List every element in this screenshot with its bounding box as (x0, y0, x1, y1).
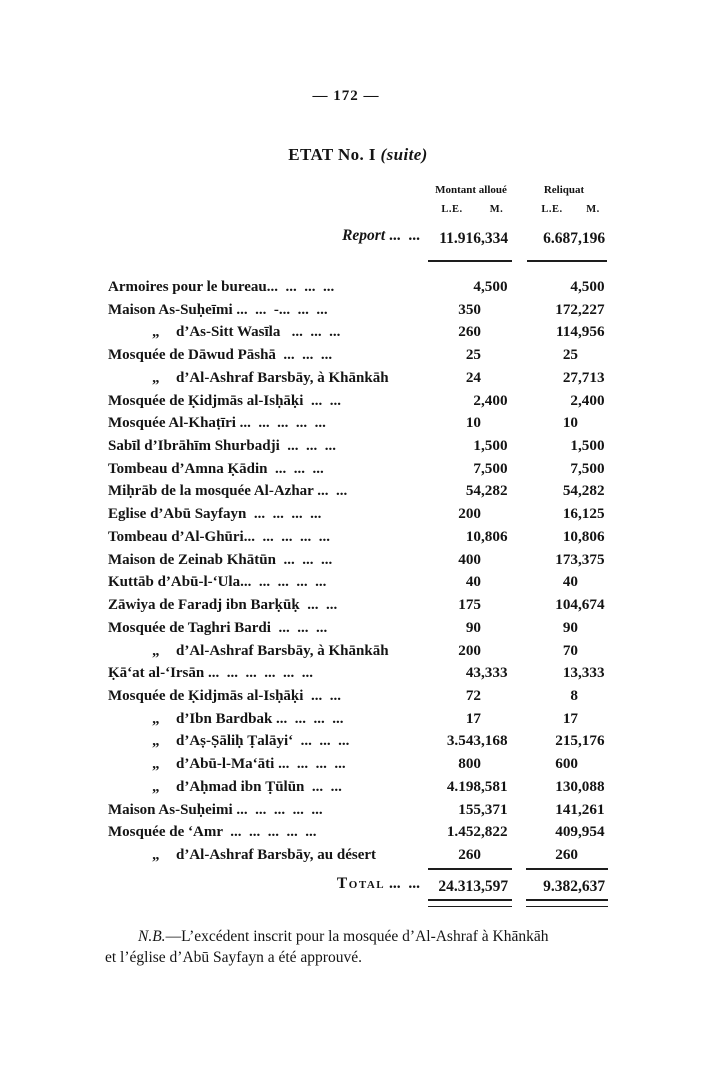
entry-name: d’Al-Ashraf Barsbāy, à Khānkāh (176, 642, 389, 659)
table-row (0, 480, 720, 503)
entry-name-cell (108, 390, 341, 413)
reliquat-value: 2 ,400 (570, 391, 605, 409)
footnote-line-2: et l’église d’Abū Sayfayn a été approuvé. (105, 949, 362, 966)
reliquat-value: 600 (555, 755, 578, 773)
entry-name-cell (108, 821, 316, 844)
entry-name: Mosquée de ‘Amr ... ... ... ... ... (108, 824, 317, 841)
total-montant-value: 24.313 ,597 (438, 878, 509, 895)
table-row (0, 367, 720, 390)
entry-name: Mosquée de Ḳidjmās al-Isḥāḳi ... ... (108, 687, 341, 704)
total-rule-montant (428, 868, 512, 870)
entry-name: d’Ibn Bardbak ... ... ... ... (176, 710, 344, 727)
reliquat-value: 13 ,333 (562, 664, 605, 682)
montant-value: 43 ,333 (465, 664, 508, 682)
montant-value: 40 (465, 573, 481, 591)
entry-name: d’As-Sitt Wasīla ... ... ... (176, 324, 341, 341)
entry-name-cell (108, 503, 321, 526)
footnote (105, 926, 635, 968)
total-rule-reliquat (526, 868, 608, 870)
reliquat-value: 4 ,500 (570, 278, 605, 295)
entry-name: Armoires pour le bureau... ... ... ... (108, 279, 335, 295)
montant-value: 72 (465, 686, 481, 704)
footnote-lead: N.B. (138, 928, 166, 945)
reliquat-value: 25 (562, 346, 578, 364)
table-row (0, 753, 720, 776)
reliquat-value: 7 ,500 (570, 459, 605, 477)
entry-name-cell (108, 276, 334, 299)
page-number: — 172 — (312, 88, 380, 104)
montant-value: 175 (458, 596, 481, 614)
entry-name: Mosquée de Ḳidjmās al-Isḥāḳi ... ... (108, 392, 341, 409)
montant-value: 1.452 ,822 (446, 823, 508, 841)
reliquat-value: 1 ,500 (570, 437, 605, 455)
entry-name: d’Aḥmad ibn Ṭūlūn ... ... (176, 778, 342, 795)
entry-name-cell (108, 685, 341, 708)
table-row (0, 503, 720, 526)
unit-le-reliquat: L.E. (541, 204, 563, 215)
entry-name: Ḳā‘at al-‘Irsān ... ... ... ... ... ... (108, 665, 313, 682)
entry-name-cell (108, 799, 323, 822)
reliquat-value: 215 ,176 (555, 732, 605, 750)
montant-value: 3.543 ,168 (446, 732, 508, 750)
table-row (0, 821, 720, 844)
montant-value: 90 (465, 618, 481, 636)
entry-name-cell (108, 344, 332, 367)
reliquat-value: 10 (562, 414, 578, 432)
entry-name-cell (108, 708, 344, 731)
entry-name: Mosquée de Dāwud Pāshā ... ... ... (108, 347, 333, 364)
entry-name-cell (108, 321, 340, 344)
reliquat-value: 70 (562, 641, 578, 659)
table-row (0, 571, 720, 594)
table-row (0, 344, 720, 367)
table-row (0, 412, 720, 435)
entry-name-cell (108, 776, 342, 799)
entry-name: d’Al-Ashraf Barsbāy, au désert (176, 846, 377, 863)
reliquat-column-header: Reliquat (543, 184, 585, 196)
montant-value: 54 ,282 (465, 482, 508, 500)
entry-name-cell (108, 730, 349, 753)
table-row (0, 799, 720, 822)
montant-value: 10 (465, 414, 481, 432)
table-row (0, 617, 720, 640)
reliquat-value: 409 ,954 (555, 823, 605, 841)
ditto-mark: „ (152, 324, 160, 341)
reliquat-value: 141 ,261 (555, 800, 605, 818)
entry-name: Maison As-Suḥeīmi ... ... -... ... ... (108, 301, 328, 318)
report-label (108, 227, 420, 245)
table-row (0, 685, 720, 708)
montant-value: 260 (458, 323, 481, 341)
reliquat-value: 8 (570, 686, 578, 704)
unit-le-montant: L.E. (441, 204, 463, 215)
entry-name: Kuttāb d’Abū-l-‘Ula... ... ... ... ... (108, 574, 327, 591)
table-row (0, 458, 720, 481)
entry-name: Eglise d’Abū Sayfayn ... ... ... ... (108, 506, 322, 523)
report-rule-reliquat (527, 260, 607, 262)
entry-name-cell (108, 367, 389, 390)
entry-name: Sabīl d’Ibrāhīm Shurbadji ... ... ... (108, 438, 336, 455)
unit-m-reliquat: M. (586, 204, 600, 215)
entry-name: Mosquée de Taghri Bardi ... ... ... (108, 619, 328, 636)
table-row (0, 730, 720, 753)
reliquat-value: 172 ,227 (555, 300, 605, 318)
table-row (0, 526, 720, 549)
entry-name: Maison de Zeinab Khātūn ... ... ... (108, 551, 333, 568)
ditto-mark: „ (152, 756, 160, 773)
entry-name-cell (108, 299, 328, 322)
entry-name-cell (108, 412, 326, 435)
report-leaders: ... ... (389, 227, 420, 244)
reliquat-value: 10 ,806 (562, 527, 605, 545)
entry-name-cell (108, 480, 347, 503)
report-montant-value: 11.916 ,334 (439, 230, 509, 247)
table-row (0, 321, 720, 344)
montant-value: 1 ,500 (473, 437, 508, 455)
total-label-text: Total (336, 875, 386, 892)
total-double-rule-reliquat (526, 899, 608, 907)
reliquat-value: 90 (562, 618, 578, 636)
table-row (0, 594, 720, 617)
entry-name-cell (108, 458, 324, 481)
table-row (0, 390, 720, 413)
montant-value: 800 (458, 755, 481, 773)
table-row (0, 776, 720, 799)
ditto-mark: „ (152, 733, 160, 750)
reliquat-value: 114 ,956 (556, 323, 605, 341)
entry-name: Zāwiya de Faradj ibn Barḳūḳ ... ... (108, 597, 338, 614)
etat-title (0, 145, 716, 165)
montant-column-header: Montant alloué (435, 184, 507, 196)
montant-value: 350 (458, 300, 481, 318)
montant-value: 24 (465, 368, 481, 386)
footnote-line-1 (105, 926, 635, 947)
montant-value: 260 (458, 845, 481, 863)
entry-name-cell (108, 549, 332, 572)
montant-value: 17 (465, 709, 481, 727)
total-leaders: ... ... (389, 875, 420, 892)
table-row (0, 435, 720, 458)
entry-name: Maison As-Suḥeimi ... ... ... ... ... (108, 801, 323, 818)
reliquat-value: 173 ,375 (555, 550, 605, 568)
montant-value: 4.198 ,581 (446, 777, 508, 795)
reliquat-value: 104 ,674 (555, 596, 605, 614)
table-rows (0, 276, 720, 867)
entry-name: Tombeau d’Amna Ḳādin ... ... ... (108, 460, 324, 477)
etat-title-text: ETAT No. I (288, 145, 376, 164)
ditto-mark: „ (152, 778, 160, 795)
entry-name-cell (108, 640, 389, 663)
table-row (0, 640, 720, 663)
report-rule-montant (428, 260, 512, 262)
montant-value: 400 (458, 550, 481, 568)
etat-title-suffix: (suite) (380, 145, 428, 164)
montant-value: 155 ,371 (458, 800, 508, 818)
entry-name-cell (108, 594, 337, 617)
montant-value: 10 ,806 (465, 527, 508, 545)
montant-value: 200 (458, 641, 481, 659)
entry-name-cell (108, 617, 327, 640)
table-row (0, 549, 720, 572)
reliquat-value: 130 ,088 (555, 777, 605, 795)
entry-name: Mosquée Al-Khaṭīri ... ... ... ... ... (108, 415, 326, 432)
footnote-text-1: —L’excédent inscrit pour la mosquée d’Al-Ashraf à Khānkāh (165, 928, 549, 945)
montant-value: 2 ,400 (473, 391, 508, 409)
entry-name-cell (108, 662, 313, 685)
table-row (0, 299, 720, 322)
unit-m-montant: M. (489, 204, 504, 215)
ditto-mark: „ (152, 710, 160, 727)
reliquat-value: 27 ,713 (562, 368, 605, 386)
entry-name: Tombeau d’Al-Ghūri... ... ... ... ... (108, 528, 330, 545)
total-reliquat-value: 9.382 ,637 (543, 878, 606, 895)
report-reliquat-value: 6.687 ,196 (543, 230, 606, 247)
ditto-mark: „ (152, 642, 160, 659)
entry-name-cell (108, 526, 330, 549)
reliquat-value: 260 (555, 845, 578, 863)
ditto-mark: „ (152, 846, 160, 863)
entry-name: Miḥrāb de la mosquée Al-Azhar ... ... (108, 483, 348, 500)
entry-name-cell (108, 435, 336, 458)
montant-value: 4 ,500 (473, 278, 508, 295)
entry-name: d’Aṣ-Ṣāliḥ Ṭalāyi‘ ... ... ... (176, 733, 350, 750)
entry-name: d’Al-Ashraf Barsbāy, à Khānkāh (176, 369, 389, 386)
reliquat-value: 54 ,282 (562, 482, 605, 500)
table-row (0, 844, 720, 867)
reliquat-value: 40 (562, 573, 578, 591)
reliquat-value: 17 (562, 709, 578, 727)
ditto-mark: „ (152, 369, 160, 386)
entry-name-cell (108, 571, 326, 594)
reliquat-value: 16 ,125 (562, 505, 605, 523)
entry-name-cell (108, 753, 346, 776)
montant-value: 25 (465, 346, 481, 364)
montant-value: 200 (458, 505, 481, 523)
entry-name: d’Abū-l-Ma‘āti ... ... ... ... (176, 756, 346, 773)
report-label-text: Report (342, 227, 386, 244)
total-label (108, 875, 420, 893)
montant-value: 7 ,500 (473, 459, 508, 477)
table-row (0, 708, 720, 731)
total-double-rule-montant (428, 899, 512, 907)
table-row (0, 662, 720, 685)
entry-name-cell (108, 844, 376, 867)
table-row (0, 276, 720, 299)
